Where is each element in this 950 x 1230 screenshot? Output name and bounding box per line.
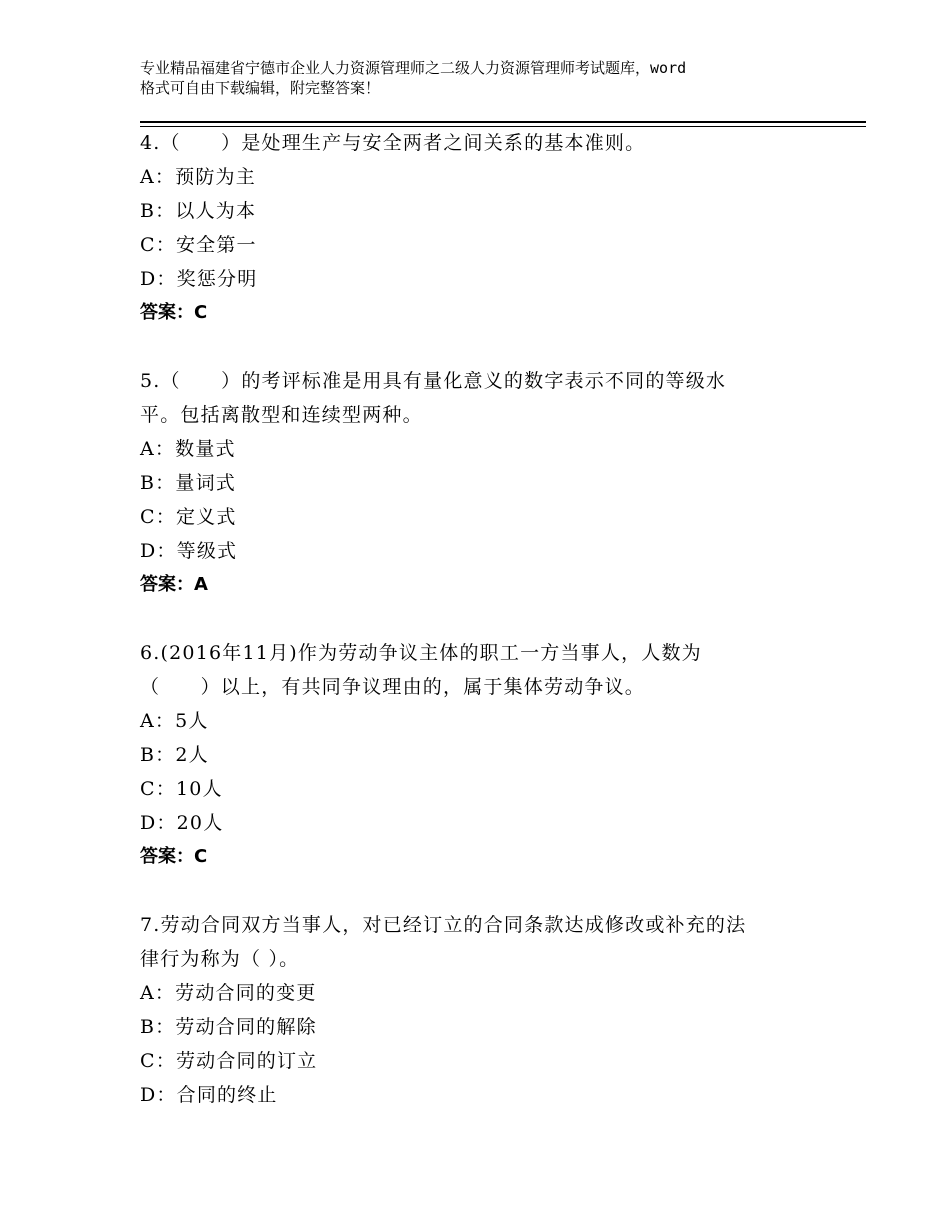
option-d: D：20人 bbox=[140, 812, 224, 834]
question-block bbox=[140, 636, 840, 874]
question-text: 6.(2016年11月)作为劳动争议主体的职工一方当事人，人数为 bbox=[140, 642, 702, 664]
option-a: A：劳动合同的变更 bbox=[140, 982, 317, 1004]
option-d: D：等级式 bbox=[140, 540, 238, 562]
question-block bbox=[140, 908, 840, 1112]
question-text: 4.（ ）是处理生产与安全两者之间关系的基本准则。 bbox=[140, 132, 646, 154]
question-list bbox=[140, 126, 840, 1112]
option-d: D：合同的终止 bbox=[140, 1084, 278, 1106]
option-c: C：劳动合同的订立 bbox=[140, 1050, 318, 1072]
answer-label: 答案：C bbox=[140, 302, 208, 323]
header-rule-thick bbox=[140, 121, 866, 123]
document-header bbox=[140, 58, 830, 98]
option-a: A：5人 bbox=[140, 710, 209, 732]
option-b: B：劳动合同的解除 bbox=[140, 1016, 317, 1038]
option-c: C：10人 bbox=[140, 778, 223, 800]
question-text-continued: （ ）以上，有共同争议理由的，属于集体劳动争议。 bbox=[140, 676, 646, 698]
answer-label: 答案：C bbox=[140, 846, 208, 867]
option-a: A：预防为主 bbox=[140, 166, 256, 188]
spacer bbox=[140, 874, 840, 908]
spacer bbox=[140, 602, 840, 636]
question-text: 7.劳动合同双方当事人，对已经订立的合同条款达成修改或补充的法 bbox=[140, 914, 747, 936]
question-text: 5.（ ）的考评标准是用具有量化意义的数字表示不同的等级水 bbox=[140, 370, 727, 392]
option-b: B：2人 bbox=[140, 744, 209, 766]
option-c: C：定义式 bbox=[140, 506, 237, 528]
option-b: B：量词式 bbox=[140, 472, 236, 494]
answer-label: 答案：A bbox=[140, 574, 208, 595]
question-block bbox=[140, 364, 840, 602]
option-c: C：安全第一 bbox=[140, 234, 257, 256]
header-line-1: 专业精品福建省宁德市企业人力资源管理师之二级人力资源管理师考试题库，word bbox=[140, 59, 687, 77]
question-text-continued: 平。包括离散型和连续型两种。 bbox=[140, 404, 423, 426]
header-line-2: 格式可自由下载编辑，附完整答案！ bbox=[140, 79, 381, 97]
option-b: B：以人为本 bbox=[140, 200, 257, 222]
question-text-continued: 律行为称为（ ）。 bbox=[140, 948, 300, 970]
spacer bbox=[140, 330, 840, 364]
option-a: A：数量式 bbox=[140, 438, 236, 460]
option-d: D：奖惩分明 bbox=[140, 268, 258, 290]
question-block bbox=[140, 126, 840, 330]
